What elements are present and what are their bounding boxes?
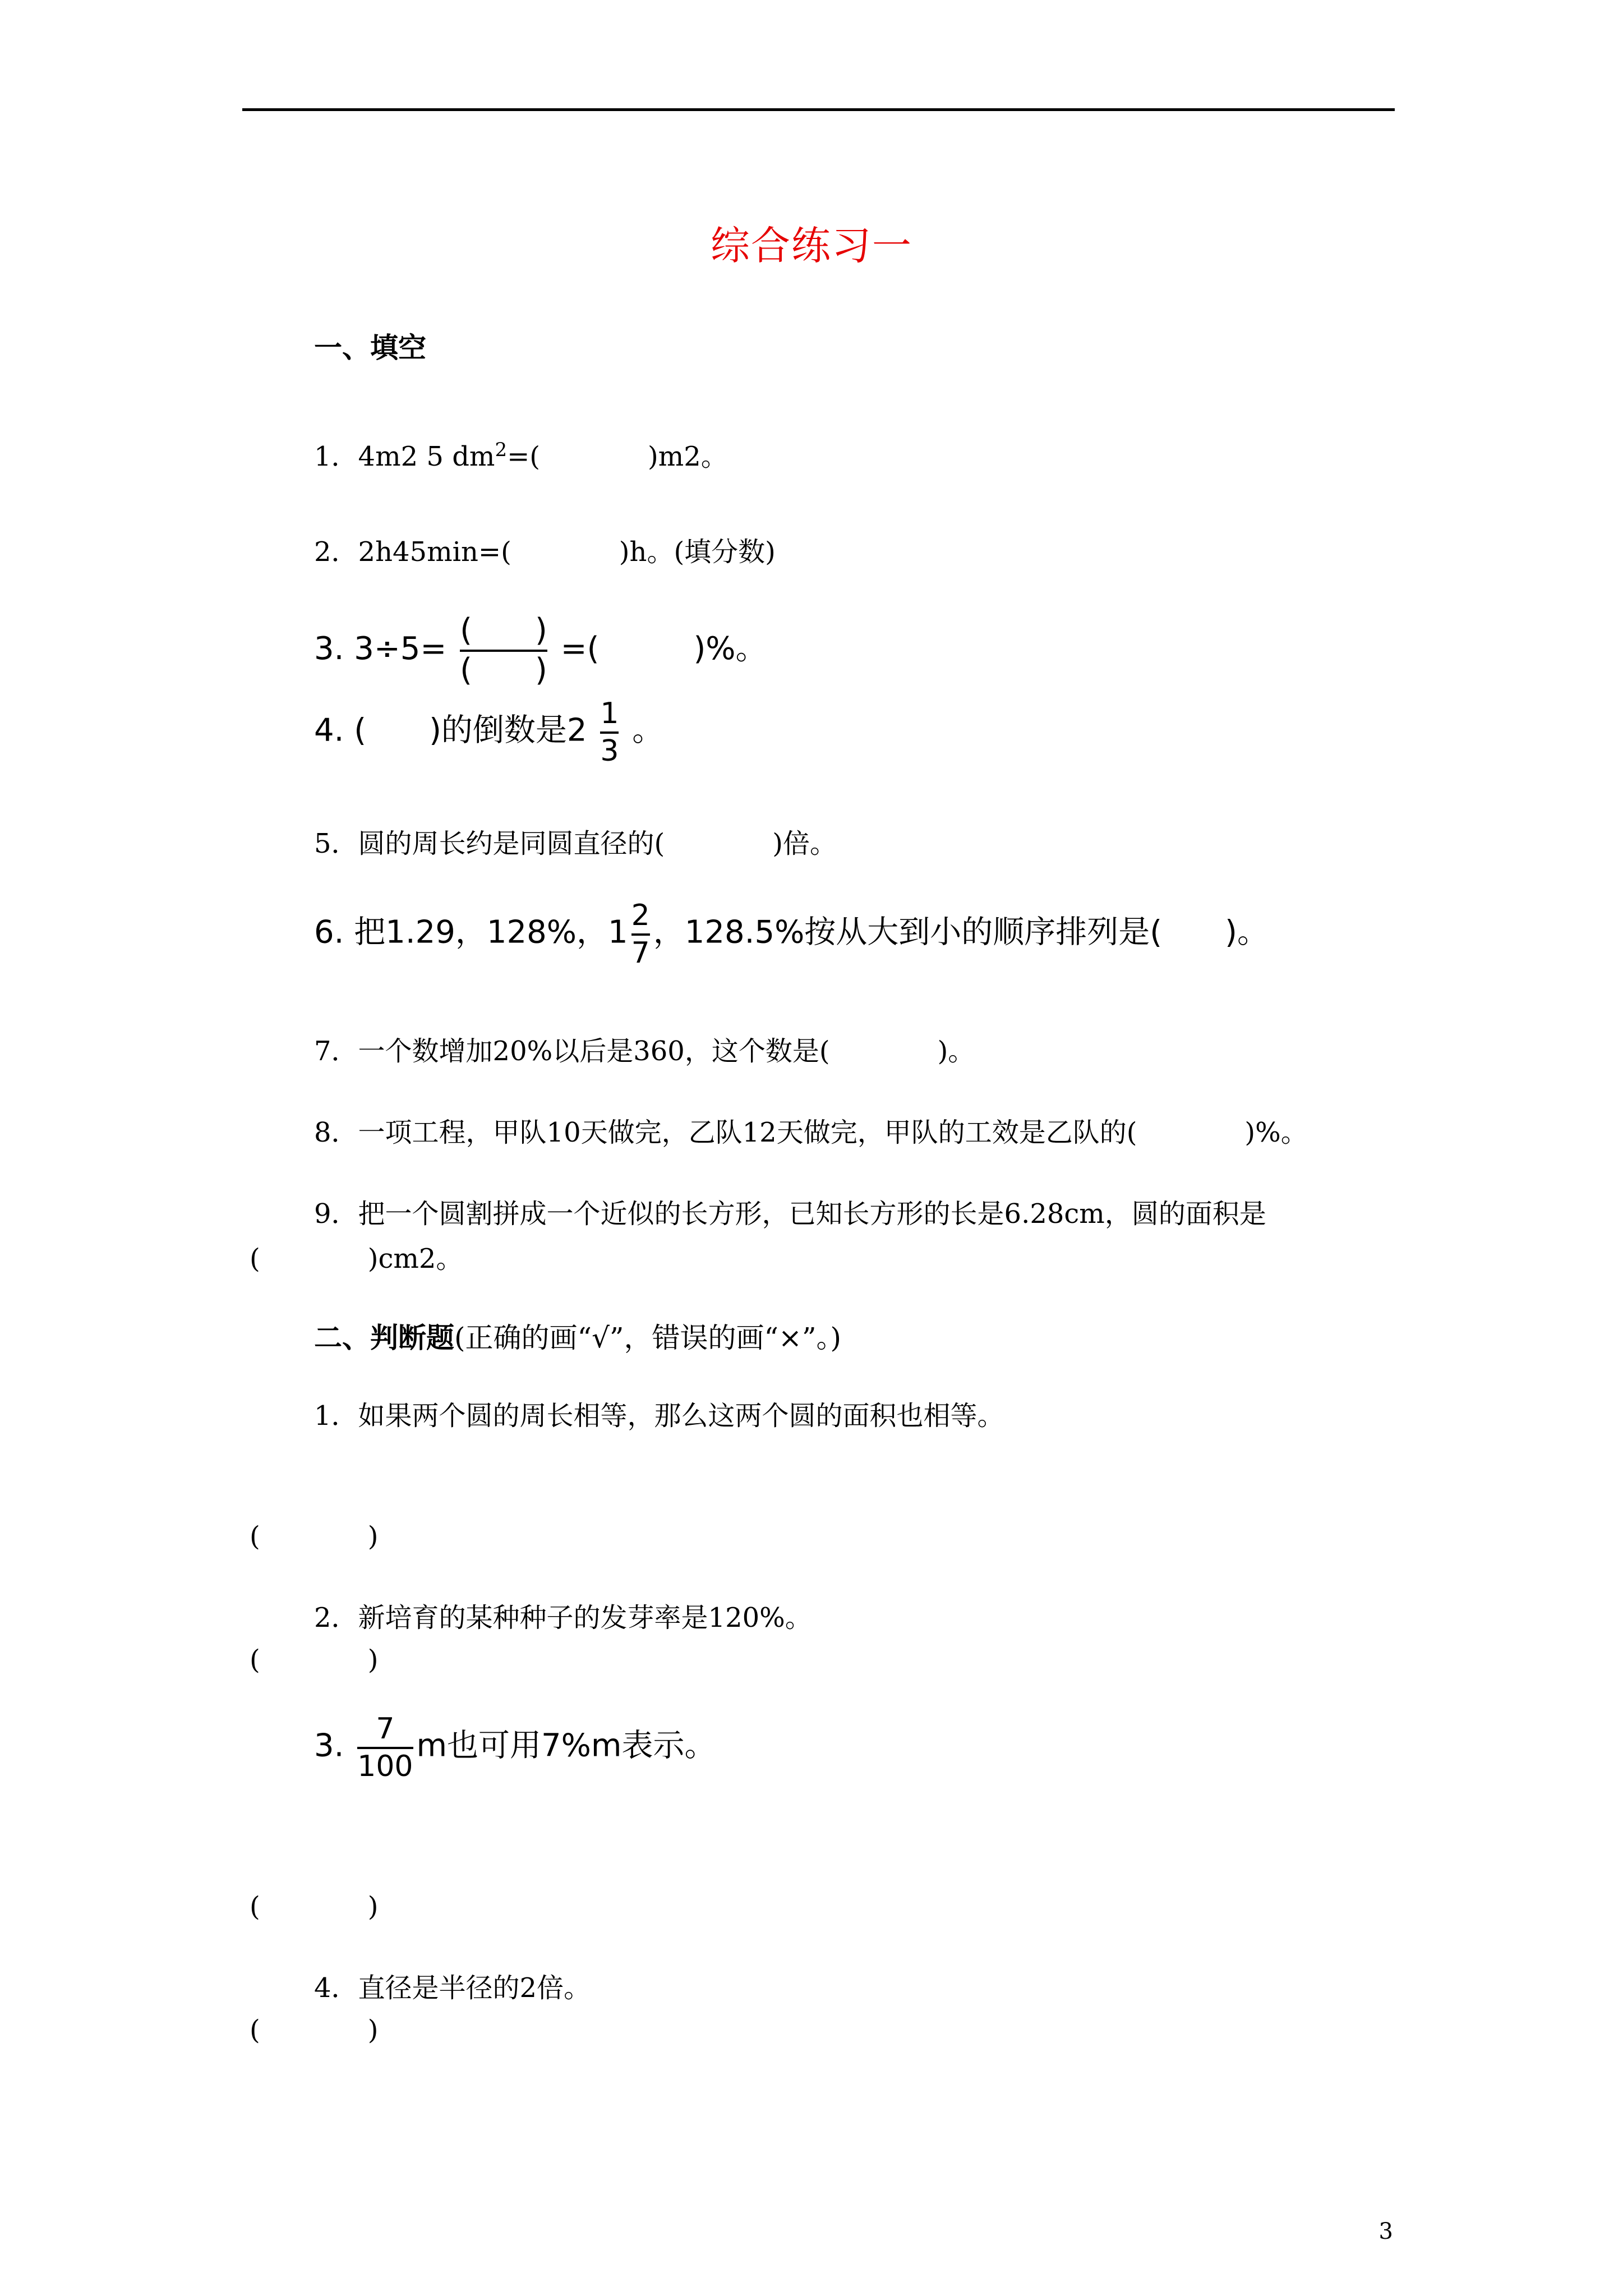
section-2-heading-bold: 二、判断题 [314,1321,454,1354]
jq3-fraction [357,1714,413,1782]
fill-question-9-line-2: ( )cm2。 [250,1243,463,1274]
q4-denominator: 3 [600,734,619,768]
jq3-prefix: 3. [314,1727,354,1764]
fill-question-7: 7．一个数增加20%以后是360，这个数是( )。 [314,1036,975,1067]
q4-prefix: 4. ( )的倒数是2 [314,712,587,749]
fill-question-3 [314,614,767,687]
jq3-numerator: 7 [376,1712,395,1746]
fill-question-9-line-1: 9．把一个圆割拼成一个近似的长方形，已知长方形的长是6.28cm，圆的面积是 [314,1198,1266,1230]
q3-prefix: 3. 3÷5= [314,630,447,667]
judge-answer-3: ( ) [250,1891,379,1922]
fill-question-5: 5．圆的周长约是同圆直径的( )倍。 [314,828,837,859]
fill-question-4 [314,698,663,766]
jq3-denominator: 100 [357,1749,413,1783]
q1-sup: 2 [495,439,508,461]
fill-question-1 [314,435,728,473]
section-2-heading [314,1315,841,1356]
section-2-heading-note: (正确的画“√”，错误的画“×”。) [454,1322,842,1354]
q4-fraction [600,698,619,766]
q4-fraction-bar [600,731,619,734]
q6-denominator: 7 [631,936,650,970]
judge-question-3 [314,1714,716,1782]
q3-fraction [460,614,547,687]
q3-denominator: ( ) [460,651,547,688]
header-rule [242,108,1395,111]
q3-suffix: =( )%。 [560,630,767,667]
fill-question-8: 8．一项工程，甲队10天做完，乙队12天做完，甲队的工效是乙队的( )%。 [314,1117,1308,1148]
judge-question-1: 1．如果两个圆的周长相等，那么这两个圆的面积也相等。 [314,1400,1004,1432]
jq3-fraction-bar [357,1747,413,1749]
q6-prefix: 6. 把1.29，128%，1 [314,914,628,951]
q6-numerator: 2 [631,899,650,932]
section-1-heading: 一、填空 [314,331,426,364]
judge-question-2: 2．新培育的某种种子的发芽率是120%。 [314,1602,812,1634]
q3-numerator: ( ) [460,612,547,648]
q4-numerator: 1 [600,697,619,730]
page-number: 3 [1378,2219,1393,2244]
jq3-suffix: m也可用7%m表示。 [416,1727,716,1764]
fill-question-2: 2．2h45min=( )h。(填分数) [314,536,776,568]
q6-fraction [631,900,650,968]
q1-before: 1．4m2 5 dm [314,441,495,472]
judge-answer-1: ( ) [250,1521,379,1552]
judge-answer-2: ( ) [250,1644,379,1676]
q1-after: =( )m2。 [507,441,728,472]
q4-suffix: 。 [632,712,664,749]
q6-fraction-bar [631,933,650,936]
judge-answer-4: ( ) [250,2014,379,2046]
fill-question-6 [314,900,1269,968]
judge-question-4: 4．直径是半径的2倍。 [314,1972,591,2004]
page-title: 综合练习一 [711,223,912,269]
q6-suffix: ，128.5%按从大到小的顺序排列是( )。 [653,914,1269,951]
